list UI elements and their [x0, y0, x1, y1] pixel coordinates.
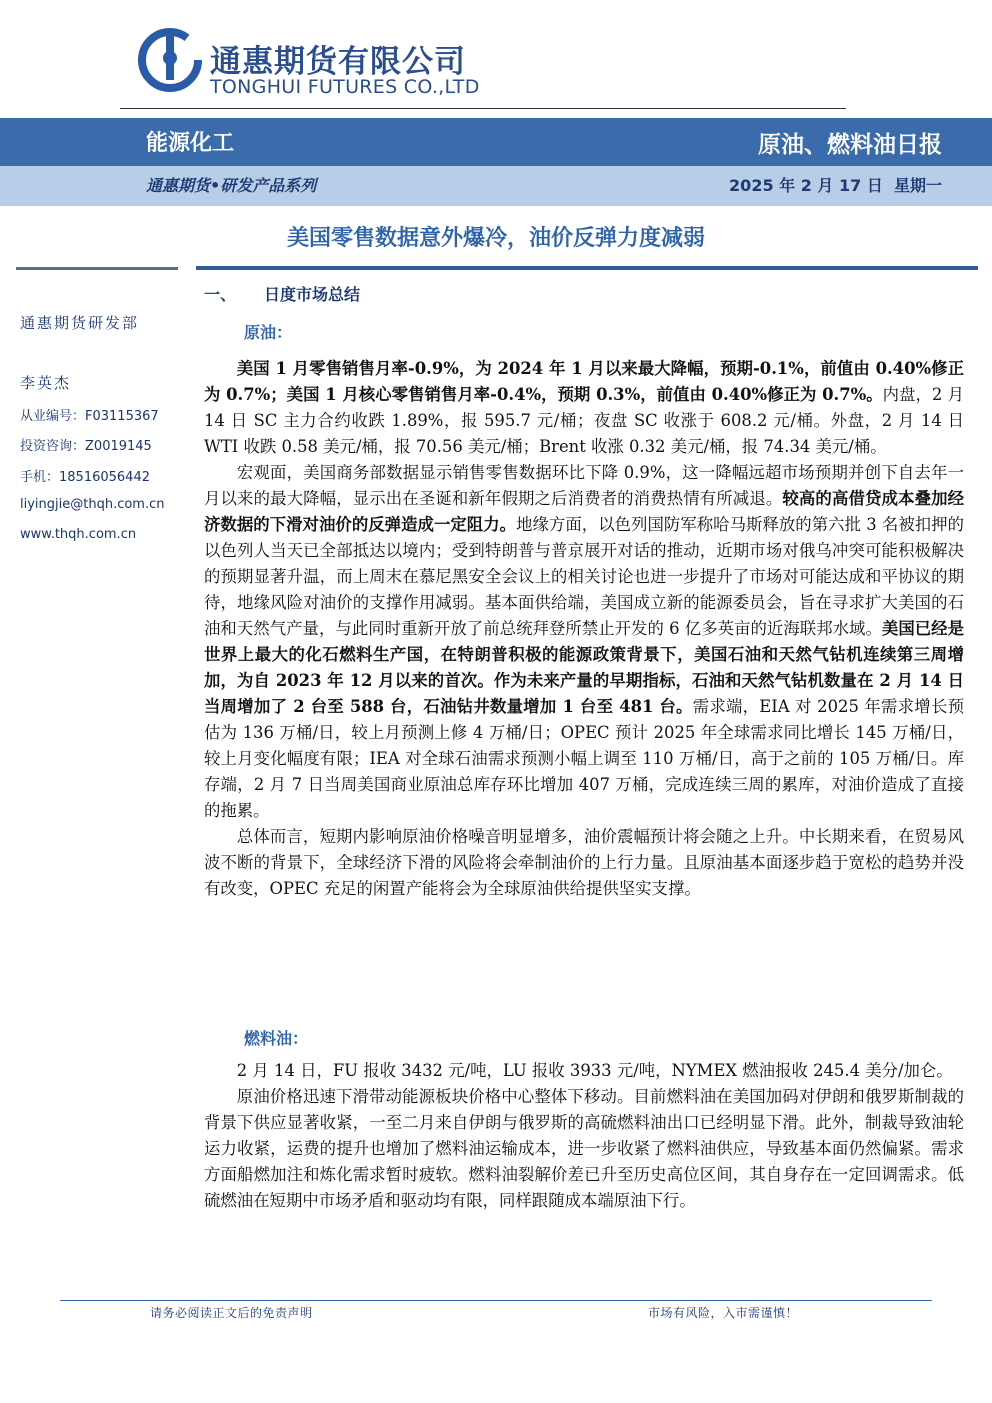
crude-paragraph-3: 总体而言，短期内影响原油价格噪音明显增多，油价震幅预计将会随之上升。中长期来看，在贸易风波不断的背景下，全球经济下滑的风险将会牵制油价的上行力量。且原油基本面逐步趋于宽松的趋势并没有改变，OPEC 充足的闲置产能将会为全球原油供给提供坚实支撑。: [204, 827, 964, 898]
consult-label: 投资咨询：: [20, 439, 86, 454]
crude-p2-demand: 需求端，EIA 对 2025 年需求增长预估为 136 万桶/日，较上月预测上修 4 万桶/日；OPEC 预计 2025 年全球需求同比增长 145 万桶/日，较上月变化幅度有限；IEA 对全球石油需求预测小幅上调至 110 万桶/日，高于之前的 105 万桶/日。库存端，2 月 7 日当周美国商业原油总库存环比增加 407 万桶，完成连续三周的累库，对油价造成了直接的拖累。: [204, 697, 965, 820]
sidebar-department: 通惠期货研发部: [20, 314, 140, 332]
report-category: 能源化工: [146, 131, 235, 156]
section-heading: [204, 282, 360, 305]
company-name-cn: 通惠期货有限公司: [210, 44, 466, 80]
report-title: 原油、燃料油日报: [758, 132, 942, 158]
license-value: F03115367: [85, 409, 159, 424]
fuel-paragraph-1: 2 月 14 日，FU 报收 3432 元/吨，LU 报收 3933 元/吨，NYMEX 燃油报收 245.4 美分/加仑。: [236, 1061, 953, 1080]
fuel-heading: 燃料油：: [244, 1029, 309, 1048]
sidebar-divider: [16, 267, 178, 270]
crude-p2-highlight-1: 较高的高借贷成本叠加经济数据的下滑对油价的反弹造成一定阻力。: [204, 489, 965, 534]
report-weekday: 星期一: [893, 176, 942, 195]
analyst-license: [20, 405, 159, 424]
phone-value: 18516056442: [59, 470, 150, 485]
phone-label: 手机：: [20, 470, 60, 485]
report-date-value: 2025 年 2 月 17 日: [729, 176, 883, 195]
company-website[interactable]: www.thqh.com.cn: [20, 527, 137, 542]
crude-heading: 原油：: [244, 323, 293, 342]
consult-value: Z0019145: [85, 439, 152, 454]
footer-disclaimer[interactable]: 请务必阅读正文后的免责声明: [150, 1306, 313, 1320]
report-series: 通惠期货•研发产品系列: [146, 176, 317, 195]
fuel-body: [204, 1058, 964, 1214]
crude-p2-macro: 宏观面，美国商务部数据显示销售零售数据环比下降 0.9%，这一降幅远超市场预期并创下自去年一月以来的最大降幅，显示出在圣诞和新年假期之后消费者的消费热情有所减退。: [204, 463, 964, 508]
analyst-phone: [20, 466, 150, 485]
company-name-en: TONGHUI FUTURES CO.,LTD: [210, 76, 480, 98]
section-title: 日度市场总结: [264, 285, 361, 304]
crude-p1-highlight: 美国 1 月零售销售月率-0.9%，为 2024 年 1 月以来最大降幅，预期-0.1%，前值由 0.40%修正为 0.7%；美国 1 月核心零售销售月率-0.4%，预期 0.3%，前值由 0.40%修正为 0.7%。: [204, 359, 964, 404]
crude-paragraph-1: [204, 356, 964, 460]
crude-p2-highlight-2: 美国已经是世界上最大的化石燃料生产国，在特朗普积极的能源政策背景下，美国石油和天然气钻机连续第三周增加，为自 2023 年 12 月以来的首次。作为未来产量的早期指标，石油和天然气钻机数量在 2 月 14 日当周增加了 2 台至 588 台，石油钻井数量增加 1 台至 481 台。: [204, 619, 964, 716]
header-divider: [120, 108, 846, 109]
section-number: 一、: [204, 285, 237, 304]
fuel-paragraph-2: 原油价格迅速下滑带动能源板块价格中心整体下移动。目前燃料油在美国加码对伊朗和俄罗斯制裁的背景下供应显著收紧，一至二月来自伊朗与俄罗斯的高硫燃料油出口已经明显下滑。此外，制裁导致油轮运力收紧，运费的提升也增加了燃料油运输成本，进一步收紧了燃料油供应，导致基本面仍然偏紧。需求方面船燃加注和炼化需求暂时疲软。燃料油裂解价差已升至历史高位区间，其自身存在一定回调需求。低硫燃油在短期中市场矛盾和驱动均有限，同样跟随成本端原油下行。: [204, 1087, 964, 1210]
license-label: 从业编号：: [20, 409, 86, 424]
analyst-consult: [20, 435, 152, 454]
footer-divider: [60, 1300, 932, 1301]
crude-p2-geo: 地缘方面，以色列国防军称哈马斯释放的第六批 3 名被扣押的以色列人当天已全部抵达以境内；受到特朗普与普京展开对话的推动，近期市场对俄乌冲突可能积极解决的预期显著升温，而上周末在慕尼黑安全会议上的相关讨论也进一步提升了市场对可能达成和平协议的期待，地缘风险对油价的支撑作用减弱。基本面供给端，美国成立新的能源委员会，旨在寻求扩大美国的石油和天然气产量，与此同时重新开放了前总统拜登所禁止开发的 6 亿多英亩的近海联邦水域。: [204, 515, 964, 638]
crude-p1-text: 内盘，2 月 14 日 SC 主力合约收跌 1.89%，报 595.7 元/桶；夜盘 SC 收涨于 608.2 元/桶。外盘，2 月 14 日 WTI 收跌 0.58 美元/桶，报 70.56 美元/桶；Brent 收涨 0.32 美元/桶，报 74.34 美元/桶。: [204, 385, 964, 456]
footer-risk-warning: 市场有风险，入市需谨慎！: [648, 1306, 799, 1320]
analyst-email[interactable]: liyingjie@thqh.com.cn: [20, 497, 165, 512]
analyst-name: 李英杰: [20, 374, 72, 392]
content-divider: [196, 266, 978, 270]
page-title: 美国零售数据意外爆冷，油价反弹力度减弱: [286, 226, 705, 251]
crude-body: [204, 356, 964, 902]
report-date: [729, 173, 942, 196]
company-logo-icon: [138, 28, 202, 92]
crude-paragraph-2: [204, 460, 964, 824]
